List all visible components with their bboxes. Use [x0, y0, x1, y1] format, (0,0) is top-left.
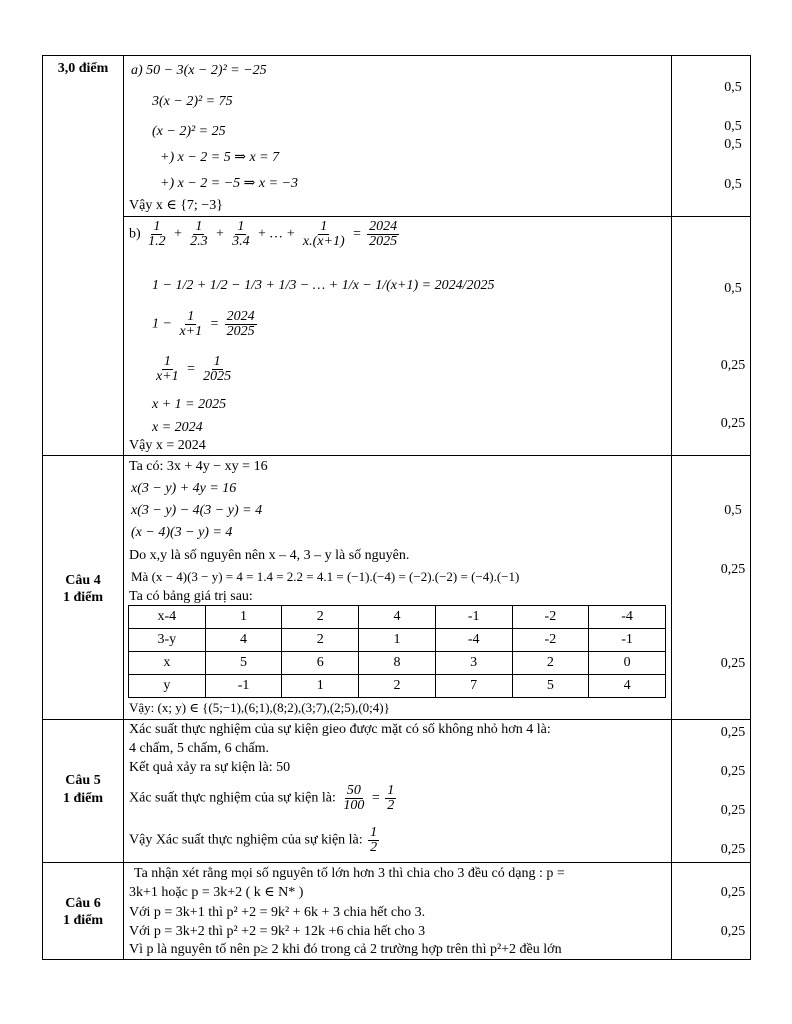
table-divider-1: [123, 55, 124, 960]
row-line-c4: [42, 455, 751, 456]
score-q6-1: 0,25: [720, 885, 746, 900]
question-5-points: 1 điểm: [62, 791, 104, 806]
row-line-a-b: [123, 216, 751, 217]
q5-conclusion: Vậy Xác suất thực nghiệm của sự kiện là: $\frac{1}{2}$: [129, 825, 378, 855]
table-row: [129, 629, 666, 652]
question-6-points: 1 điểm: [62, 913, 104, 928]
score-b-3: 0,25: [720, 416, 746, 431]
table-cell: -2: [512, 629, 589, 652]
row-line-c6: [42, 862, 751, 863]
table-cell: 1: [205, 606, 282, 629]
value-table: [128, 605, 666, 698]
table-cell: 3-y: [129, 629, 206, 652]
q6-line-4: Với p = 3k+2 thì p² +2 = 9k² + 12k +6 chia hết cho 3: [129, 924, 426, 939]
table-cell: -1: [589, 629, 666, 652]
table-row: [129, 606, 666, 629]
table-cell: 3: [435, 652, 512, 675]
section-points-label: 3,0 điểm: [57, 61, 109, 76]
part-b-line-6: x = 2024: [152, 420, 203, 435]
table-cell: 7: [435, 675, 512, 698]
q4-line-4: (x − 4)(3 − y) = 4: [131, 525, 233, 540]
score-a-4: 0,5: [724, 177, 742, 192]
score-q4-3: 0,25: [720, 656, 746, 671]
score-b-1: 0,5: [724, 281, 742, 296]
table-cell: 0: [589, 652, 666, 675]
part-a-line-2: 3(x − 2)² = 75: [152, 94, 233, 109]
part-a-line-4: +) x − 2 = 5 ⇒ x = 7: [160, 150, 280, 165]
q4-conclusion: Vậy: (x; y) ∈ {(5;−1),(6;1),(8;2),(3;7),(2;5),(0;4)}: [129, 700, 390, 715]
table-row: [129, 675, 666, 698]
score-q6-2: 0,25: [720, 924, 746, 939]
score-a-3: 0,5: [724, 137, 742, 152]
table-cell: x: [129, 652, 206, 675]
q6-line-3: Với p = 3k+1 thì p² +2 = 9k² + 6k + 3 chia hết cho 3.: [129, 905, 426, 920]
question-5-title: Câu 5: [65, 773, 101, 788]
part-a-line-1: a) 50 − 3(x − 2)² = −25: [131, 63, 267, 78]
table-cell: -2: [512, 606, 589, 629]
q5-line-1: Xác suất thực nghiệm của sự kiện gieo được mặt có số không nhỏ hơn 4 là:: [129, 722, 551, 737]
q4-line-1: Ta có: 3x + 4y − xy = 16: [129, 459, 268, 474]
table-cell: 6: [282, 652, 359, 675]
part-b-line-5: x + 1 = 2025: [152, 397, 227, 412]
table-cell: 5: [512, 675, 589, 698]
score-a-1: 0,5: [724, 80, 742, 95]
q6-line-2: 3k+1 hoặc p = 3k+2 ( k ∈ N* ): [129, 885, 304, 900]
table-cell: -4: [589, 606, 666, 629]
score-q4-1: 0,5: [724, 503, 742, 518]
q4-line-6: Mà (x − 4)(3 − y) = 4 = 1.4 = 2.2 = 4.1 = (−1).(−4) = (−2).(−2) = (−4).(−1): [131, 569, 520, 584]
q5-line-4: Xác suất thực nghiệm của sự kiện là: $\frac{50}{100}$ = $\frac{1}{2}$: [129, 783, 395, 813]
table-cell: 8: [359, 652, 436, 675]
table-cell: -1: [435, 606, 512, 629]
table-cell: 4: [205, 629, 282, 652]
table-cell: 2: [282, 629, 359, 652]
score-q5-3: 0,25: [720, 803, 746, 818]
score-a-2: 0,5: [724, 119, 742, 134]
table-cell: 5: [205, 652, 282, 675]
q4-line-5: Do x,y là số nguyên nên x – 4, 3 – y là số nguyên.: [129, 548, 410, 563]
q4-line-2: x(3 − y) + 4y = 16: [131, 481, 237, 496]
table-cell: -1: [205, 675, 282, 698]
table-cell: x-4: [129, 606, 206, 629]
part-b-line-3: 1 − $\frac{1}{x+1}$ = $\frac{2024}{2025}$: [152, 309, 255, 339]
table-cell: 1: [282, 675, 359, 698]
question-6-title: Câu 6: [65, 896, 101, 911]
row-line-bottom: [42, 959, 751, 960]
table-cell: 2: [359, 675, 436, 698]
part-a-line-3: (x − 2)² = 25: [152, 124, 226, 139]
table-cell: 1: [359, 629, 436, 652]
table-cell: 4: [359, 606, 436, 629]
part-a-line-5: +) x − 2 = −5 ⇒ x = −3: [160, 176, 299, 191]
table-row: [129, 652, 666, 675]
table-cell: 4: [589, 675, 666, 698]
table-border-left: [42, 55, 43, 960]
score-q5-1: 0,25: [720, 725, 746, 740]
table-cell: -4: [435, 629, 512, 652]
part-a-conclusion: Vậy x ∈ {7; −3}: [129, 198, 223, 213]
question-4-title: Câu 4: [65, 573, 101, 588]
question-4-points: 1 điểm: [62, 590, 104, 605]
part-b-conclusion: Vậy x = 2024: [129, 438, 206, 453]
part-b-line-2: 1 − 1/2 + 1/2 − 1/3 + 1/3 − … + 1/x − 1/(x+1) = 2024/2025: [152, 278, 495, 293]
q6-line-5: Vì p là nguyên tố nên p≥ 2 khi đó trong cả 2 trường hợp trên thì p²+2 đều lớn: [129, 942, 562, 957]
q6-line-1: Ta nhận xét rằng mọi số nguyên tố lớn hơn 3 thì chia cho 3 đều có dạng : p =: [134, 866, 565, 881]
q5-line-2: 4 chấm, 5 chấm, 6 chấm.: [129, 741, 269, 756]
score-b-2: 0,25: [720, 358, 746, 373]
row-line-c5: [42, 719, 751, 720]
table-cell: 2: [282, 606, 359, 629]
table-cell: 2: [512, 652, 589, 675]
part-b-line-4: $\frac{1}{x+1}$ = $\frac{1}{2025}$: [156, 354, 232, 384]
score-q5-2: 0,25: [720, 764, 746, 779]
score-q5-4: 0,25: [720, 842, 746, 857]
part-b-line-1: b) $\frac{1}{1.2}$ + $\frac{1}{2.3}$ + $\frac{1}{3.4}$ + … + $\frac{1}{x.(x+1)}$ = $\frac{2024}{2025}$: [129, 219, 398, 249]
q4-line-3: x(3 − y) − 4(3 − y) = 4: [131, 503, 263, 518]
row-line-top: [42, 55, 751, 56]
q4-line-7: Ta có bảng giá trị sau:: [129, 589, 253, 604]
score-q4-2: 0,25: [720, 562, 746, 577]
table-cell: y: [129, 675, 206, 698]
q5-line-3: Kết quả xảy ra sự kiện là: 50: [129, 760, 291, 775]
